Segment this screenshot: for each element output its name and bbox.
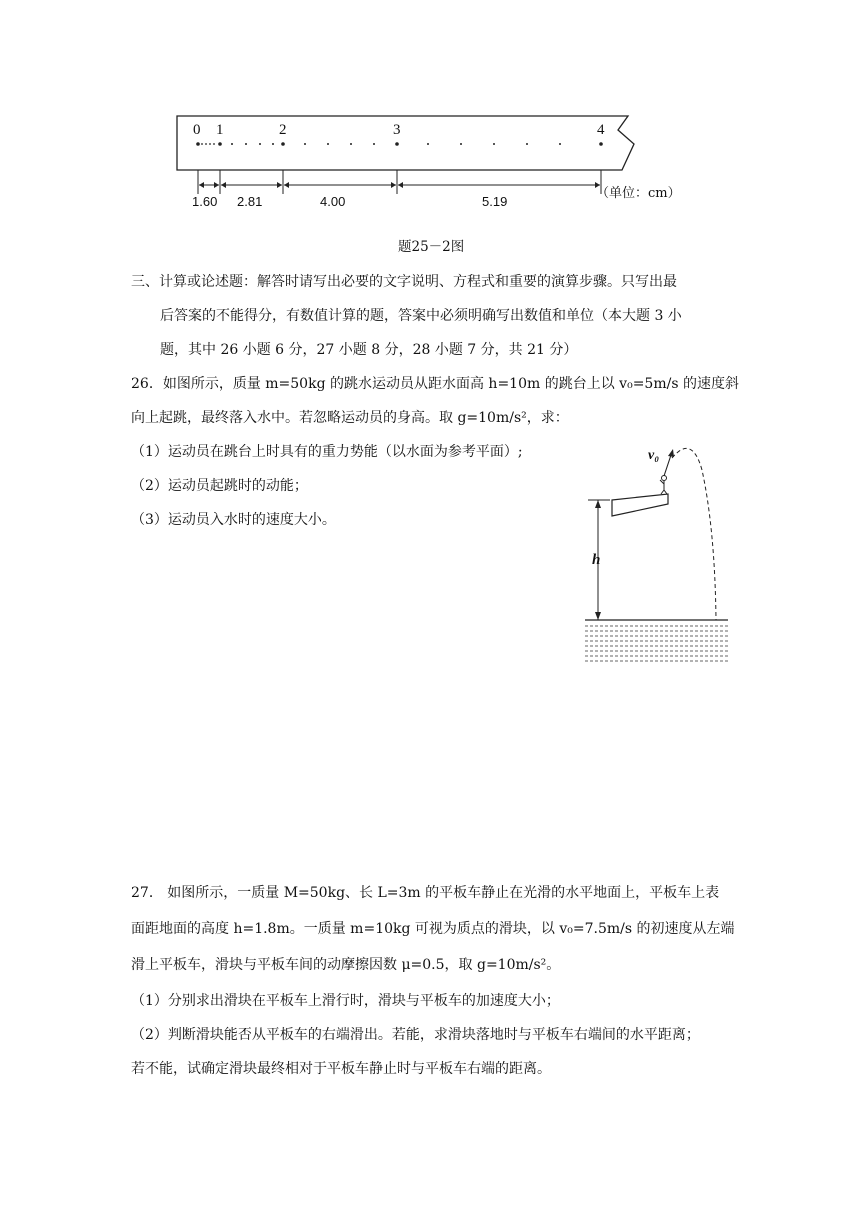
segment-label-1: 1.60 <box>192 194 218 209</box>
q27-line2: 面距地面的高度 h=1.8m。一质量 m=10kg 可视为质点的滑块，以 v₀=7.5m/s 的初速度从左端 <box>131 921 735 937</box>
q26-sub1: （1）运动员在跳台上时具有的重力势能（以水面为参考平面）; <box>131 444 523 460</box>
segment-label-2: 2.81 <box>237 194 263 209</box>
section3-heading-line3: 题，其中 26 小题 6 分，27 小题 8 分，28 小题 7 分，共 21 分） <box>160 342 578 358</box>
h-label: h <box>592 552 601 568</box>
point-label-3: 3 <box>393 122 401 138</box>
q27-line1: 27． 如图所示，一质量 M=50kg、长 L=3m 的平板车静止在光滑的水平地面上，平板车上表 <box>131 885 720 901</box>
v0-label: v₀ <box>648 448 660 463</box>
q27-sub2-line1: （2）判断滑块能否从平板车的右端滑出。若能，求滑块落地时与平板车右端间的水平距离； <box>131 1027 700 1043</box>
point-label-2: 2 <box>279 122 287 138</box>
section3-heading-line1: 三、计算或论述题：解答时请写出必要的文字说明、方程式和重要的演算步骤。只写出最 <box>131 274 677 290</box>
diving-diagram <box>580 440 730 665</box>
point-label-0: 0 <box>193 122 201 138</box>
point-label-4: 4 <box>597 122 605 138</box>
segment-label-4: 5.19 <box>482 194 508 209</box>
q27-sub2-line2: 若不能，试确定滑块最终相对于平板车静止时与平板车右端的距离。 <box>131 1061 551 1077</box>
diving-figure <box>580 440 730 665</box>
q26-line1: 26．如图所示，质量 m=50kg 的跳水运动员从距水面高 h=10m 的跳台上以 v₀=5m/s 的速度斜 <box>131 376 739 392</box>
section3-heading-line2: 后答案的不能得分，有数值计算的题，答案中必须明确写出数值和单位（本大题 3 小 <box>160 308 682 324</box>
q27-sub1: （1）分别求出滑块在平板车上滑行时，滑块与平板车的加速度大小； <box>131 993 560 1009</box>
point-label-1: 1 <box>216 122 224 138</box>
tape-figure <box>170 110 700 220</box>
q26-line2: 向上起跳，最终落入水中。若忽略运动员的身高。取 g=10m/s²，求： <box>131 410 569 426</box>
q26-sub3: （3）运动员入水时的速度大小。 <box>131 512 336 528</box>
q27-line3: 滑上平板车，滑块与平板车间的动摩擦因数 μ=0.5，取 g=10m/s²。 <box>131 957 561 973</box>
figure-caption: 题25－2图 <box>398 239 465 255</box>
unit-label: （单位：cm） <box>596 186 681 201</box>
segment-label-3: 4.00 <box>320 194 346 209</box>
q26-sub2: （2）运动员起跳时的动能； <box>131 478 308 494</box>
